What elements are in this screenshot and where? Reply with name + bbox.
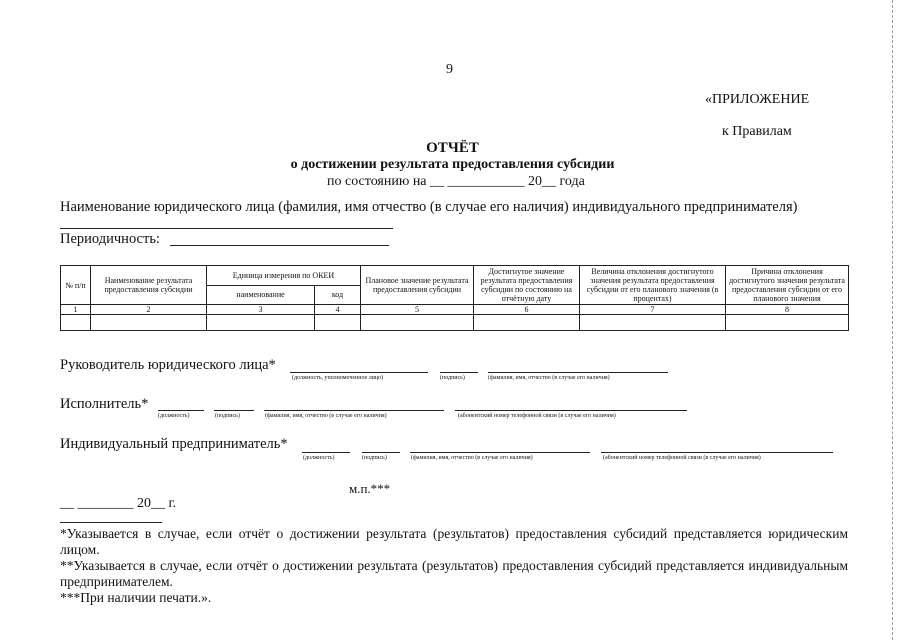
ie-position-field[interactable]	[302, 452, 350, 453]
executor-phone-field[interactable]	[455, 410, 687, 411]
table-cell[interactable]	[207, 315, 315, 331]
col-header-deviation-reason: Причина отклонения достигнутого значения результата предоставления субсидии от его планового значения	[726, 266, 849, 305]
head-caption-position: (должность, уполномоченное лицо)	[292, 375, 384, 381]
legal-name-label: Наименование юридического лица (фамилия, имя отчество (в случае его наличия) индивидуального предпринимателя)	[60, 199, 798, 215]
executor-name-field[interactable]	[264, 410, 444, 411]
table-cell[interactable]	[315, 315, 361, 331]
col-header-unit-code: код	[315, 285, 361, 305]
stamp-placeholder: м.п.***	[349, 481, 391, 496]
col-number: 7	[580, 305, 726, 315]
head-caption-name: (фамилия, имя, отчество (в случае его наличия)	[488, 375, 610, 381]
periodicity-field[interactable]	[170, 245, 389, 246]
head-caption-sign: (подпись)	[440, 375, 465, 381]
periodicity-label: Периодичность:	[60, 231, 160, 247]
report-table	[60, 265, 849, 331]
ie-signature-field[interactable]	[362, 452, 400, 453]
date-line[interactable]: __ ________ 20__ г.	[60, 496, 177, 511]
col-number: 2	[91, 305, 207, 315]
ie-caption-phone: (абонентский номер телефонной связи (в случае его наличия)	[603, 455, 761, 461]
col-header-achieved-value: Достигнутое значение результата предоставления субсидии по состоянию на отчётную дату	[474, 266, 580, 305]
head-position-field[interactable]	[290, 372, 428, 373]
table-cell[interactable]	[91, 315, 207, 331]
appendix-heading: «ПРИЛОЖЕНИЕ	[705, 92, 810, 107]
col-header-planned-value: Плановое значение результата предоставления субсидии	[361, 266, 474, 305]
rules-reference: к Правилам	[722, 124, 792, 139]
head-name-field[interactable]	[488, 372, 668, 373]
executor-caption-sign: (подпись)	[215, 413, 240, 419]
page-number: 9	[446, 62, 453, 77]
head-signature-field[interactable]	[440, 372, 478, 373]
legal-name-field[interactable]	[60, 228, 393, 229]
report-as-of-date: по состоянию на __ ___________ 20__ года	[327, 174, 585, 189]
col-number: 1	[61, 305, 91, 315]
footnote-separator	[60, 522, 162, 523]
executor-signature-label: Исполнитель*	[60, 396, 149, 412]
col-header-unit-group: Единица измерения по ОКЕИ	[207, 266, 361, 286]
ie-signature-label: Индивидуальный предприниматель*	[60, 436, 288, 452]
executor-caption-phone: (абонентский номер телефонной связи (в случае его наличия)	[458, 413, 616, 419]
col-header-deviation: Величина отклонения достигнутого значения результата предоставления субсидии от его планового значения (в процентах)	[580, 266, 726, 305]
col-header-number: № п/п	[61, 266, 91, 305]
table-cell[interactable]	[726, 315, 849, 331]
scan-edge	[891, 0, 893, 640]
executor-signature-field[interactable]	[214, 410, 254, 411]
ie-name-field[interactable]	[410, 452, 590, 453]
col-number: 5	[361, 305, 474, 315]
report-subtitle: о достижении результата предоставления субсидии	[290, 157, 615, 172]
table-cell[interactable]	[580, 315, 726, 331]
ie-caption-name: (фамилия, имя, отчество (в случае его наличия)	[411, 455, 533, 461]
col-number: 6	[474, 305, 580, 315]
col-header-unit-name: наименование	[207, 285, 315, 305]
footnote-3: ***При наличии печати.».	[60, 590, 212, 605]
executor-caption-name: (фамилия, имя, отчество (в случае его наличия)	[265, 413, 387, 419]
report-title: ОТЧЁТ	[426, 140, 479, 156]
executor-caption-position: (должность)	[158, 413, 190, 419]
table-cell[interactable]	[61, 315, 91, 331]
footnote-1: *Указывается в случае, если отчёт о достижении результата (результатов) предоставления субсидий представляется юридическим лицом.	[60, 526, 848, 557]
executor-position-field[interactable]	[158, 410, 204, 411]
ie-caption-position: (должность)	[303, 455, 335, 461]
col-header-result-name: Наименование результата предоставления субсидии	[91, 266, 207, 305]
footnotes	[60, 526, 848, 606]
ie-phone-field[interactable]	[601, 452, 833, 453]
footnote-2: **Указывается в случае, если отчёт о достижении результата (результатов) предоставления субсидий представляется индивидуальным предпринимателем.	[60, 558, 848, 589]
col-number: 3	[207, 305, 315, 315]
col-number: 8	[726, 305, 849, 315]
table-cell[interactable]	[361, 315, 474, 331]
col-number: 4	[315, 305, 361, 315]
ie-caption-sign: (подпись)	[362, 455, 387, 461]
head-signature-label: Руководитель юридического лица*	[60, 357, 276, 373]
table-cell[interactable]	[474, 315, 580, 331]
